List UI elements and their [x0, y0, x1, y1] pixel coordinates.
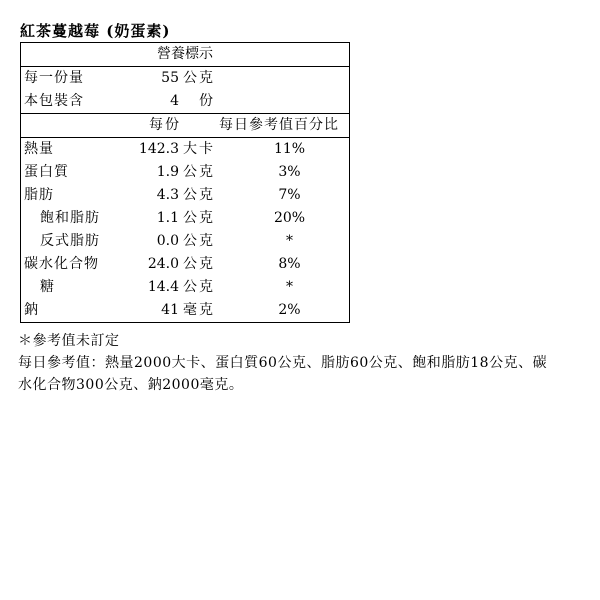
label-header-row — [21, 43, 349, 67]
nutrition-label — [20, 42, 350, 323]
nutrient-name: 飽和脂肪 — [40, 210, 100, 226]
nutrient-daily-pct: 3% — [278, 164, 301, 180]
column-header-row — [21, 114, 349, 138]
serving-size-row — [21, 67, 349, 90]
nutrient-row — [21, 207, 349, 230]
label-header: 營養標示 — [157, 46, 213, 62]
nutrient-row — [21, 276, 349, 299]
serving-size-unit: 公克 — [183, 70, 215, 86]
nutrient-list — [21, 138, 349, 322]
serving-size-label: 每一份量 — [24, 70, 84, 86]
nutrient-name: 蛋白質 — [24, 164, 69, 180]
nutrient-row — [21, 184, 349, 207]
asterisk-note: ＊參考值未訂定 — [18, 333, 120, 349]
nutrient-name: 熱量 — [24, 141, 54, 157]
nutrient-value: 142.3 — [138, 141, 179, 157]
servings-label: 本包裝含 — [24, 93, 84, 109]
nutrient-daily-pct: 8% — [278, 256, 301, 272]
nutrient-unit: 公克 — [183, 233, 215, 249]
nutrient-value: 14.4 — [147, 279, 179, 295]
nutrient-row — [21, 138, 349, 161]
servings-unit: 份 — [199, 93, 215, 109]
nutrient-unit: 公克 — [183, 279, 215, 295]
nutrient-row — [21, 253, 349, 276]
nutrient-value: 4.3 — [156, 187, 179, 203]
daily-ref-line-1: 每日參考值：熱量2000大卡、蛋白質60公克、脂肪60公克、飽和脂肪18公克、碳 — [18, 355, 548, 371]
nutrient-unit: 公克 — [183, 210, 215, 226]
nutrient-value: 1.9 — [156, 164, 179, 180]
nutrient-name: 反式脂肪 — [40, 233, 100, 249]
nutrient-unit: 公克 — [183, 164, 215, 180]
nutrient-value: 24.0 — [147, 256, 179, 272]
nutrient-unit: 大卡 — [183, 141, 215, 157]
nutrient-name: 鈉 — [24, 302, 39, 318]
nutrient-daily-pct: 11% — [273, 141, 306, 157]
nutrient-daily-pct: 20% — [273, 210, 306, 226]
servings-value: 4 — [170, 93, 179, 109]
nutrient-name: 碳水化合物 — [24, 256, 99, 272]
nutrient-daily-pct: 2% — [278, 302, 301, 318]
nutrient-value: 1.1 — [156, 210, 179, 226]
nutrient-row — [21, 230, 349, 253]
daily-ref-line-2: 水化合物300公克、鈉2000毫克。 — [18, 377, 244, 393]
nutrient-row — [21, 161, 349, 184]
nutrient-daily-pct: * — [286, 279, 293, 295]
servings-row — [21, 90, 349, 114]
nutrient-row — [21, 299, 349, 322]
nutrient-value: 0.0 — [156, 233, 179, 249]
col-daily-pct: 每日參考值百分比 — [219, 117, 339, 133]
nutrient-unit: 公克 — [183, 256, 215, 272]
nutrient-name: 脂肪 — [24, 187, 54, 203]
footnotes — [18, 330, 588, 396]
nutrient-unit: 毫克 — [183, 302, 215, 318]
product-title: 紅茶蔓越莓 (奶蛋素) — [20, 22, 171, 40]
nutrient-value: 41 — [161, 302, 179, 318]
nutrient-unit: 公克 — [183, 187, 215, 203]
nutrient-daily-pct: 7% — [278, 187, 301, 203]
nutrient-name: 糖 — [40, 279, 55, 295]
nutrient-daily-pct: * — [286, 233, 293, 249]
col-per-serving: 每份 — [149, 117, 181, 133]
serving-size-value: 55 — [161, 70, 179, 86]
